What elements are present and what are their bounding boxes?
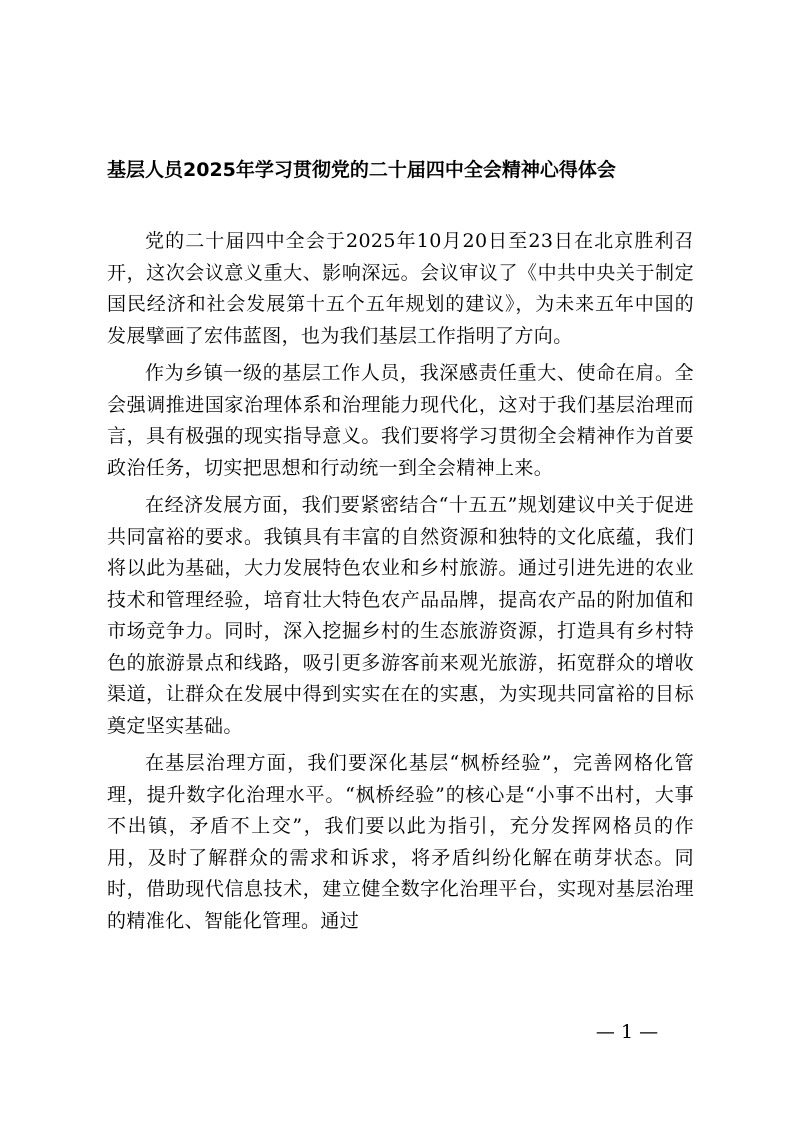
paragraph-4: 在基层治理方面，我们要深化基层“枫桥经验”，完善网格化管理，提升数字化治理水平。“枫桥经验”的核心是“小事不出村，大事不出镇，矛盾不上交”，我们要以此为指引，充分发挥网格员的作用，及时了解群众的需求和诉求，将矛盾纠纷化解在萌芽状态。同时，借助现代信息技术，建立健全数字化治理平台，实现对基层治理的精准化、智能化管理。通过 bbox=[107, 752, 694, 932]
paragraph-3: 在经济发展方面，我们要紧密结合“十五五”规划建议中关于促进共同富裕的要求。我镇具有丰富的自然资源和独特的文化底蕴，我们将以此为基础，大力发展特色农业和乡村旅游。通过引进先进的农业技术和管理经验，培育壮大特色农产品品牌，提高农产品的附加值和市场竞争力。同时，深入挖掘乡村的生态旅游资源，打造具有乡村特色的旅游景点和线路，吸引更多游客前来观光旅游，拓宽群众的增收渠道，让群众在发展中得到实实在在的实惠，为实现共同富裕的目标奠定坚实基础。 bbox=[107, 494, 694, 737]
document-title: 基层人员2025年学习贯彻党的二十届四中全会精神心得体会 bbox=[107, 159, 616, 181]
document-body bbox=[107, 226, 694, 943]
paragraph-1: 党的二十届四中全会于2025年10月20日至23日在北京胜利召开，这次会议意义重大、影响深远。会议审议了《中共中央关于制定国民经济和社会发展第十五个五年规划的建议》，为未来五年中国的发展擘画了宏伟蓝图，也为我们基层工作指明了方向。 bbox=[107, 230, 694, 347]
paragraph-2: 作为乡镇一级的基层工作人员，我深感责任重大、使命在肩。全会强调推进国家治理体系和治理能力现代化，这对于我们基层治理而言，具有极强的现实指导意义。我们要将学习贯彻全会精神作为首要政治任务，切实把思想和行动统一到全会精神上来。 bbox=[107, 362, 694, 479]
page-number: — 1 — bbox=[595, 1021, 659, 1043]
